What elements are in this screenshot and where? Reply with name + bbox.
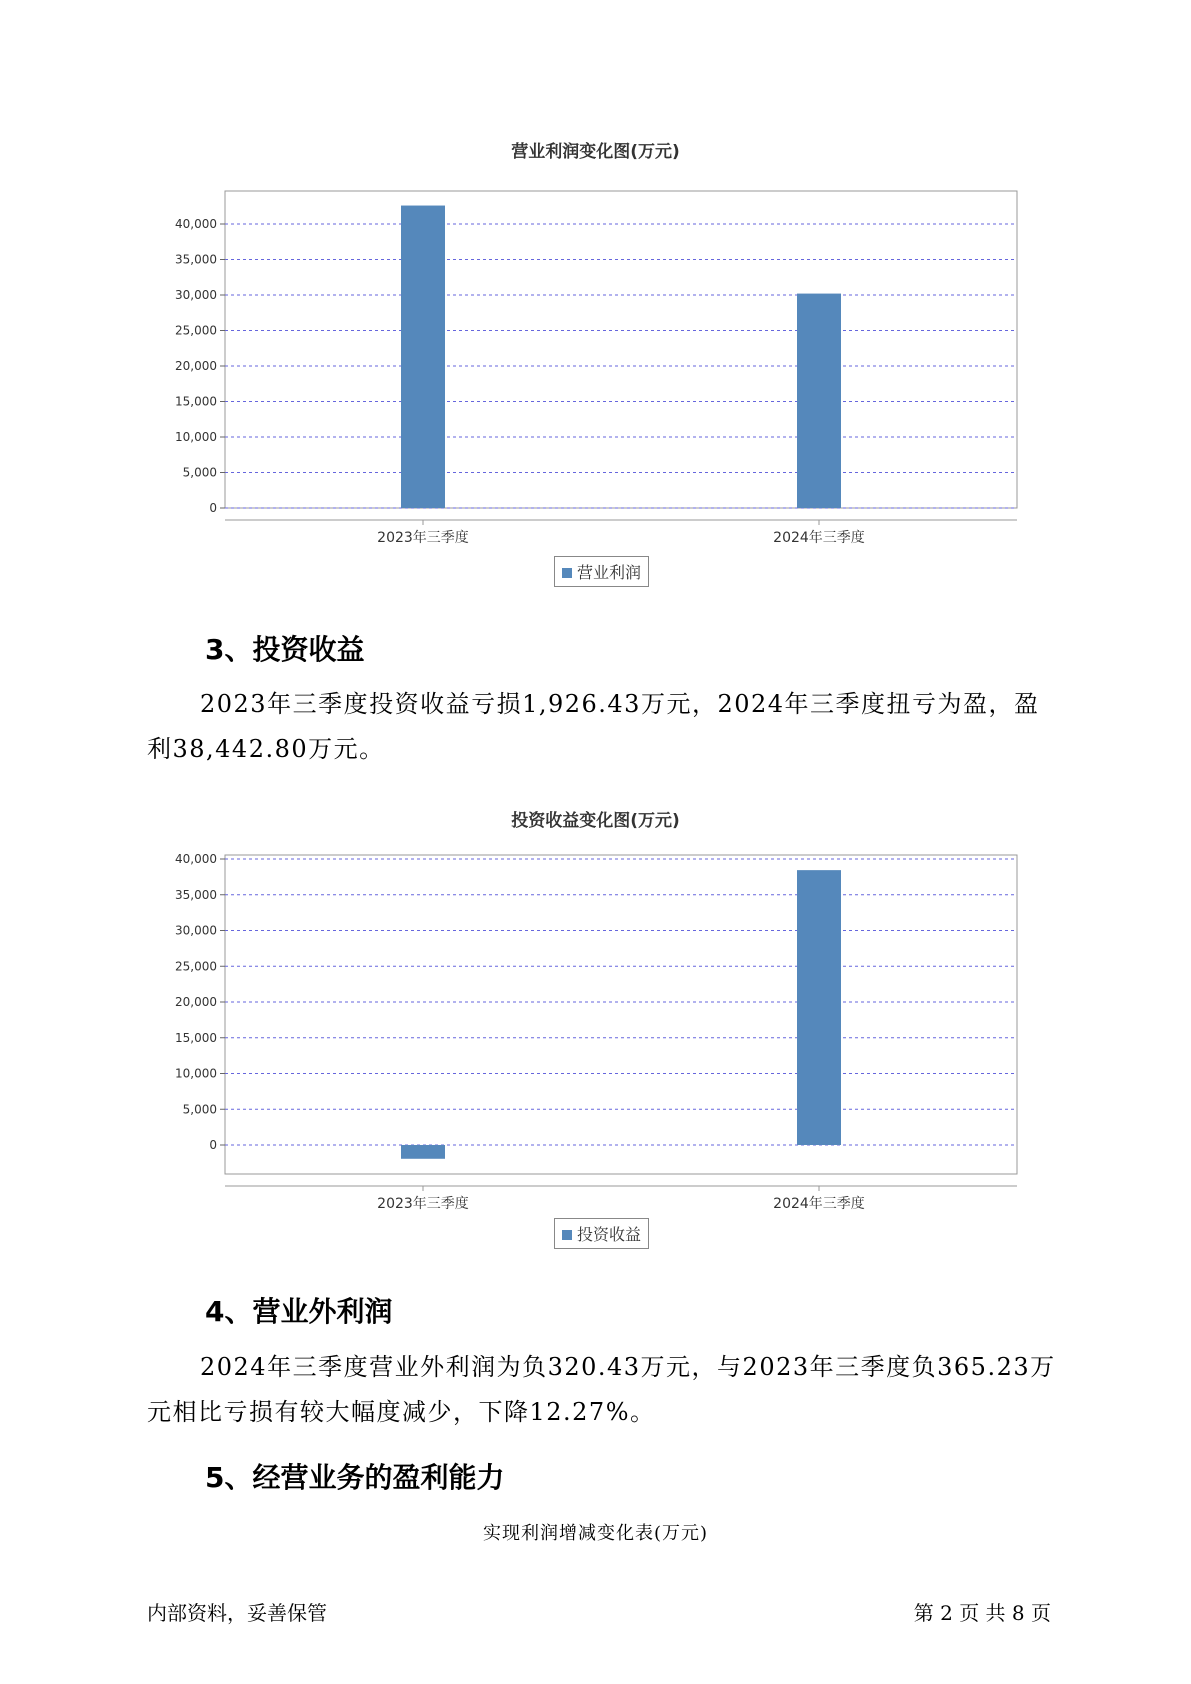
x-tick-label: 2024年三季度 — [773, 530, 865, 546]
y-tick-label: 30,000 — [175, 288, 217, 302]
legend-label: 投资收益 — [577, 1225, 642, 1244]
legend-swatch — [562, 1230, 572, 1240]
section-heading-non-operating-profit: 4、营业外利润 — [205, 1295, 393, 1328]
y-tick-label: 5,000 — [182, 465, 217, 480]
legend-label: 营业利润 — [577, 563, 642, 582]
investment-income-paragraph: 2023年三季度投资收益亏损1,926.43万元，2024年三季度扭亏为盈，盈利38,442.80万元。 — [147, 690, 1040, 763]
y-tick-label: 40,000 — [175, 852, 217, 866]
y-tick-label: 40,000 — [175, 217, 217, 231]
chart-title: 投资收益变化图(万元) — [511, 811, 680, 831]
y-tick-label: 20,000 — [175, 995, 217, 1009]
chart-legend — [554, 1218, 649, 1249]
footer-confidential-note: 内部资料，妥善保管 — [147, 1601, 327, 1625]
y-tick-label: 25,000 — [175, 323, 217, 338]
section-heading-profitability: 5、经营业务的盈利能力 — [205, 1461, 505, 1494]
plot-area — [225, 855, 1017, 1174]
y-tick-label: 35,000 — [175, 887, 217, 902]
y-tick-label: 5,000 — [182, 1102, 217, 1117]
y-tick-label: 15,000 — [175, 1030, 217, 1045]
footer-page-number: 第 2 页 共 8 页 — [913, 1601, 1051, 1625]
x-tick-label: 2023年三季度 — [377, 1196, 469, 1212]
x-tick-label: 2024年三季度 — [773, 1196, 865, 1212]
x-tick-label: 2023年三季度 — [377, 530, 469, 546]
chart-title: 营业利润变化图(万元) — [511, 142, 680, 162]
bar — [401, 1145, 445, 1159]
section-heading-investment-income: 3、投资收益 — [205, 633, 365, 666]
non-operating-profit-paragraph: 2024年三季度营业外利润为负320.43万元，与2023年三季度负365.23万元相比亏损有较大幅度减少，下降12.27%。 — [147, 1353, 1056, 1426]
y-tick-label: 35,000 — [175, 252, 217, 267]
y-tick-label: 25,000 — [175, 959, 217, 974]
y-tick-label: 30,000 — [175, 923, 217, 938]
y-tick-label: 10,000 — [175, 1066, 217, 1081]
y-tick-label: 0 — [209, 1138, 217, 1152]
y-tick-label: 0 — [209, 501, 217, 515]
bar — [797, 870, 841, 1145]
y-tick-label: 15,000 — [175, 394, 217, 409]
table-caption: 实现利润增减变化表(万元) — [482, 1523, 709, 1544]
y-tick-label: 10,000 — [175, 430, 217, 444]
y-tick-label: 20,000 — [175, 359, 217, 373]
